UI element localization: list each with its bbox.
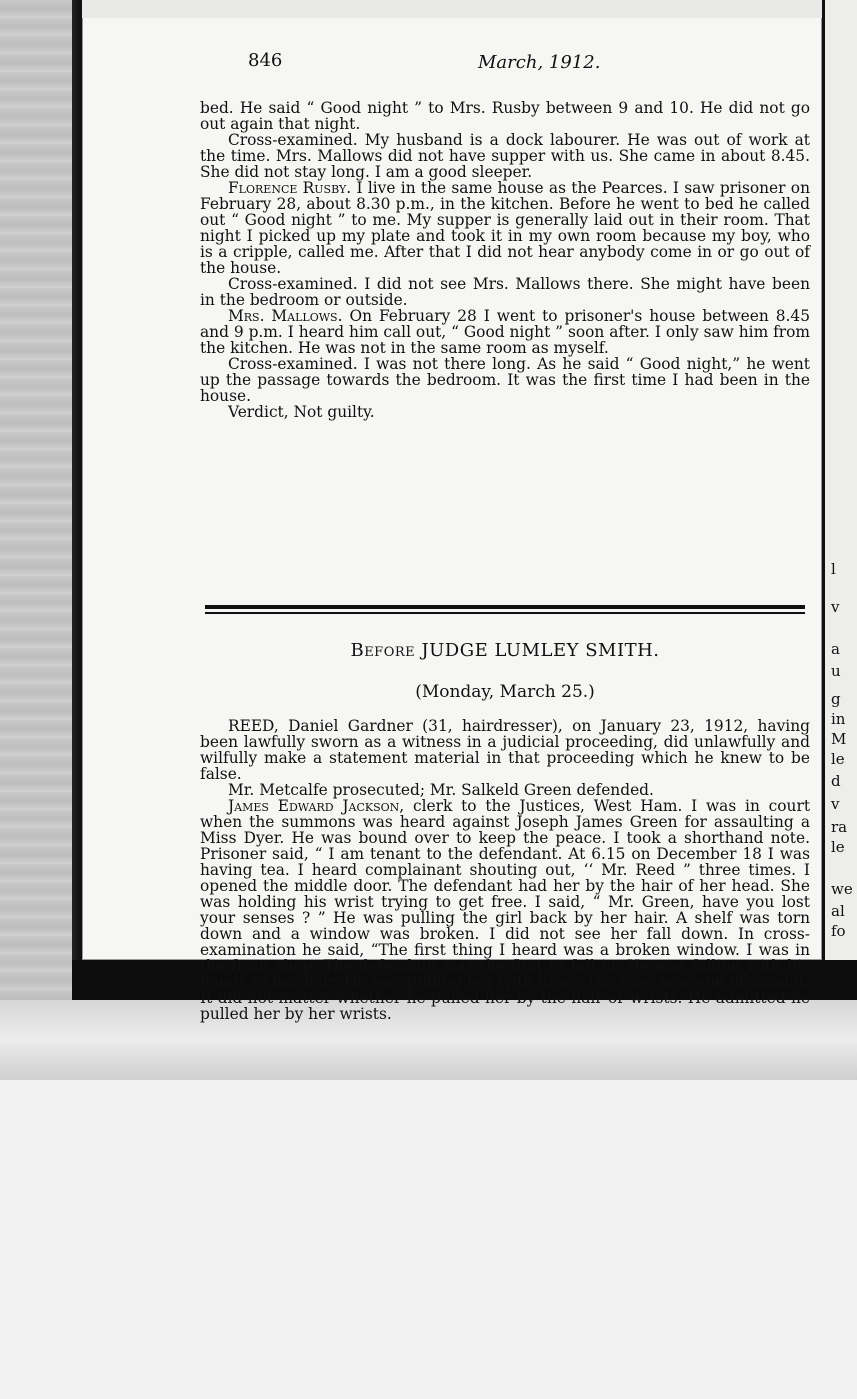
witness-paragraph <box>200 308 810 356</box>
facing-page-fragment: v <box>831 795 840 813</box>
paragraph: bed. He said “ Good night ” to Mrs. Rusby between 9 and 10. He did not go out again that night. <box>200 99 810 133</box>
court-prefix: Before <box>350 640 416 661</box>
sitting-date: (Monday, March 25.) <box>415 682 595 702</box>
page-header <box>248 50 808 80</box>
defendant-name: REED, <box>228 717 279 735</box>
paragraph: Cross-examined. My husband is a dock labourer. He was out of work at the time. Mrs. Mallows did not have supper with us. She came in about 8.45. She did not stay long. I am a good sleeper. <box>200 131 810 181</box>
witness-statement: I live in the same house as the Pearces. I saw prisoner on February 28, about 8.30 p.m., in the kitchen. Before he went to bed he called out “ Good night ” to me. My supper is generally laid out in their room. That night I picked up my plate and took it in my own room because my boy, who is a cripple, called me. After that I did not hear anybody come in or go out of the house. <box>200 179 810 277</box>
witness-paragraph <box>200 798 810 1022</box>
witness-name: Florence Rusby. <box>228 179 352 197</box>
section-rule-thin <box>205 612 805 614</box>
facing-page-fragment: le <box>831 838 845 856</box>
facing-page-fragment: we <box>831 880 853 898</box>
verdict: Verdict, Not guilty. <box>228 403 375 421</box>
counsel-line: Mr. Metcalfe prosecuted; Mr. Salkeld Green defended. <box>228 781 654 799</box>
facing-page-edge <box>822 0 857 960</box>
witness-name: James Edward Jackson, <box>228 797 405 815</box>
witness-name: Mrs. Mallows. <box>228 307 343 325</box>
first-case-text <box>200 100 810 420</box>
witness-paragraph <box>200 180 810 276</box>
paragraph: Cross-examined. I did not see Mrs. Mallows there. She might have been in the bedroom or outside. <box>200 275 810 309</box>
facing-page-fragment: u <box>831 662 841 680</box>
facing-page-fragment: g <box>831 690 841 708</box>
charge-text: Daniel Gardner (31, hairdresser), on January 23, 1912, having been lawfully sworn as a witness in a judicial proceeding, did unlawfully and wilfully make a statement material in that proceeding which he knew to be false. <box>200 717 810 783</box>
judge-name: JUDGE LUMLEY SMITH. <box>421 640 660 661</box>
paragraph: Cross-examined. I was not there long. As he said “ Good night,” he went up the passage towards the bedroom. It was the first time I had been in the house. <box>200 355 810 405</box>
page-top-edge <box>82 0 822 18</box>
facing-page-fragment: ra <box>831 818 848 836</box>
scanner-bed <box>0 1080 857 1399</box>
section-rule-thick <box>205 605 805 609</box>
facing-page-fragment: v <box>831 598 840 616</box>
indictment <box>200 718 810 782</box>
witness-statement: clerk to the Justices, West Ham. I was in court when the summons was heard against Joseph James Green for assaulting a Miss Dyer. He was bound over to keep the peace. I took a shorthand note. Prisoner said, “ I am tenant to the defendant. At 6.15 on December 18 I was having tea. I heard complainant shouting out, ‘‘ Mr. Reed ” three times. I opened the middle door. The defendant had her by the hair of her head. She was holding his wrist trying to get free. I said, “ Mr. Green, have you lost your senses ? ” He was pulling the girl back by her hair. A shelf was torn down and a window was broken. I did not see her fall down. In cross-examination he said, “The first thing I heard was a broken window. I was in the front shop. The defendant was the first to fall in. He was falling with his hands in her hair. He was pulling her with him.” The case was one of assault. It did not matter whether he pulled her by the hair or wrists. He admitted he pulled her by her wrists. <box>200 797 811 1023</box>
facing-page-fragment: d <box>831 772 841 790</box>
page-number: 846 <box>248 50 283 71</box>
court-heading <box>200 640 810 661</box>
facing-page-fragment: l <box>831 560 836 578</box>
running-head: March, 1912. <box>478 52 601 73</box>
facing-page-fragment: a <box>831 640 840 658</box>
facing-page-fragment: le <box>831 750 845 768</box>
witness-statement: On February 28 I went to prisoner's house between 8.45 and 9 p.m. I heard him call out, “ Good night ” soon after. I only saw him from the kitchen. He was not in the same room as myself. <box>200 307 810 357</box>
second-case-text <box>200 718 810 1022</box>
facing-page-fragment: M <box>831 730 847 748</box>
facing-page-fragment: in <box>831 710 846 728</box>
facing-page-fragment: fo <box>831 922 846 940</box>
facing-page-fragment: al <box>831 902 845 920</box>
